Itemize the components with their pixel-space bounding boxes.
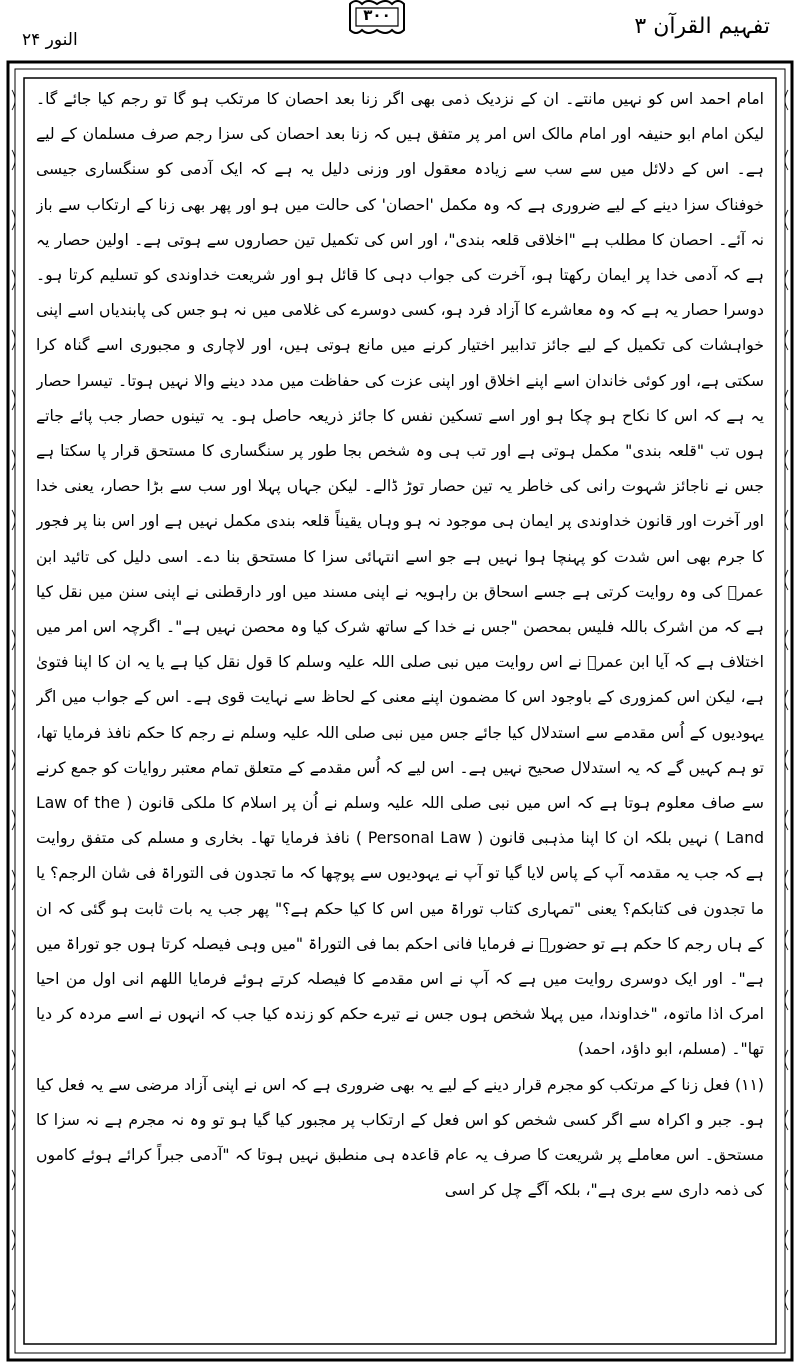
commentary-paragraph: امام احمد اس کو نہیں مانتے۔ ان کے نزدیک ذمی بھی اگر زنا بعد احصان کا مرتکب ہو گا تو رجم کیا جائے گا۔ لیکن امام ابو حنیفہ اور امام مالک اس امر پر متفق ہیں کہ زنا بعد احصان کی سزا رجم صرف مسلمان کے لیے ہے۔ اس کے دلائل میں سے سب سے زیادہ معقول اور وزنی دلیل یہ ہے کہ ایک آدمی کو سنگساری جیسی خوفناک سزا دینے کے لیے ضروری ہے کہ وہ مکمل 'احصان' کی حالت میں ہو اور پھر بھی زنا کے ارتکاب سے باز نہ آئے۔ احصان کا مطلب ہے "اخلاقی قلعہ بندی"، اور اس کی تکمیل تین حصاروں سے ہوتی ہے۔ اولین حصار یہ ہے کہ آدمی خدا پر ایمان رکھتا ہو، آخرت کی جواب دہی کا قائل ہو اور شریعت خداوندی کو تسلیم کرتا ہو۔ دوسرا حصار یہ ہے کہ وہ معاشرے کا آزاد فرد ہو، کسی دوسرے کی غلامی میں نہ ہو جس کی پابندیاں اسے اپنی خواہشات کی تکمیل کے لیے جائز تدابیر اختیار کرنے میں مانع ہوتی ہیں، اور لاچاری و مجبوری اسے گناہ کرا سکتی ہے، اور کوئی خاندان اسے اپنے اخلاق اور اپنی عزت کی حفاظت میں مدد دینے والا نہیں ہوتا۔ تیسرا حصار یہ ہے کہ اس کا نکاح ہو چکا ہو اور اسے تسکین نفس کا جائز ذریعہ حاصل ہو۔ یہ تینوں حصار جب پائے جاتے ہوں تب "قلعہ بندی" مکمل ہوتی ہے اور تب ہی وہ شخص بجا طور پر سنگساری کا مستحق قرار پا سکتا ہے جس نے ناجائز شہوت رانی کی خاطر یہ تین حصار توڑ ڈالے۔ لیکن جہاں پہلا اور سب سے بڑا حصار، یعنی خدا اور آخرت اور قانون خداوندی پر ایمان ہی موجود نہ ہو وہاں یقیناً قلعہ بندی مکمل نہیں ہے اور اس بنا پر فجور کا جرم بھی اس شدت کو پہنچا ہوا نہیں ہے جو اسے انتہائی سزا کا مستحق بنا دے۔ اسی دلیل کی تائید ابن عمرؓ کی وہ روایت کرتی ہے جسے اسحاق بن راہویہ نے اپنی مسند میں اور دارقطنی نے اپنی سنن میں نقل کیا ہے کہ من اشرک باللہ فلیس بمحصن "جس نے خدا کے ساتھ شرک کیا وہ محصن نہیں ہے"۔ اگرچہ اس امر میں اختلاف ہے کہ آیا ابن عمرؓ نے اس روایت میں نبی صلی اللہ علیہ وسلم کا قول نقل کیا ہے یا یہ ان کا اپنا فتویٰ ہے، لیکن اس کمزوری کے باوجود اس کا مضمون اپنے معنی کے لحاظ سے نہایت قوی ہے۔ اس کے جواب میں اگر یہودیوں کے اُس مقدمے سے استدلال کیا جائے جس میں نبی صلی اللہ علیہ وسلم نے رجم کا حکم نافذ فرمایا تھا، تو ہم کہیں گے کہ یہ استدلال صحیح نہیں ہے۔ اس لیے کہ اُس مقدمے کے متعلق تمام معتبر روایات کو جمع کرنے سے صاف معلوم ہوتا ہے کہ اس میں نبی صلی اللہ علیہ وسلم نے اُن پر اسلام کا ملکی قانون ( Law of the Land ) نہیں بلکہ ان کا اپنا مذہبی قانون ( Personal Law ) نافذ فرمایا تھا۔ بخاری و مسلم کی متفق روایت ہے کہ جب یہ مقدمہ آپ کے پاس لایا گیا تو آپ نے یہودیوں سے پوچھا کہ ما تجدون فی التوراۃ فی شان الرجم؟ یا ما تجدون فی کتابکم؟ یعنی "تمہاری کتاب توراۃ میں اس کا کیا حکم ہے؟" پھر جب یہ بات ثابت ہو گئی کہ ان کے ہاں رجم کا حکم ہے تو حضورؐ نے فرمایا فانی احکم بما فی التوراۃ "میں وہی فیصلہ کرتا ہوں جو توراۃ میں ہے"۔ اور ایک دوسری روایت میں ہے کہ آپ نے اس مقدمے کا فیصلہ کرتے ہوئے فرمایا اللھم انی اول من احیا امرک اذا ماتوہ، "خداوندا، میں پہلا شخص ہوں جس نے تیرے حکم کو زندہ کیا جب کہ انہوں نے اسے مردہ کر دیا تھا"۔ (مسلم، ابو داؤد، احمد) [36,90,764,1059]
book-title: تفہیم القرآن ۳ [634,14,770,39]
commentary-paragraph: (۱۱) فعل زنا کے مرتکب کو مجرم قرار دینے کے لیے یہ بھی ضروری ہے کہ اس نے اپنی آزاد مرضی سے یہ فعل کیا ہو۔ جبر و اکراہ سے اگر کسی شخص کو اس فعل کے ارتکاب پر مجبور کیا گیا ہو تو وہ نہ مجرم ہے نہ سزا کا مستحق۔ اس معاملے پر شریعت کا صرف یہ عام قاعدہ ہی منطبق نہیں ہوتا کہ "آدمی جبراً کرائے ہوئے کاموں کی ذمہ داری سے بری ہے"، بلکہ آگے چل کر اسی [36,1075,764,1200]
commentary-body [36,82,764,1352]
page-header [0,0,800,62]
surah-reference: النور ۲۴ [22,30,78,50]
page-number: ۳۰۰ [363,6,391,24]
